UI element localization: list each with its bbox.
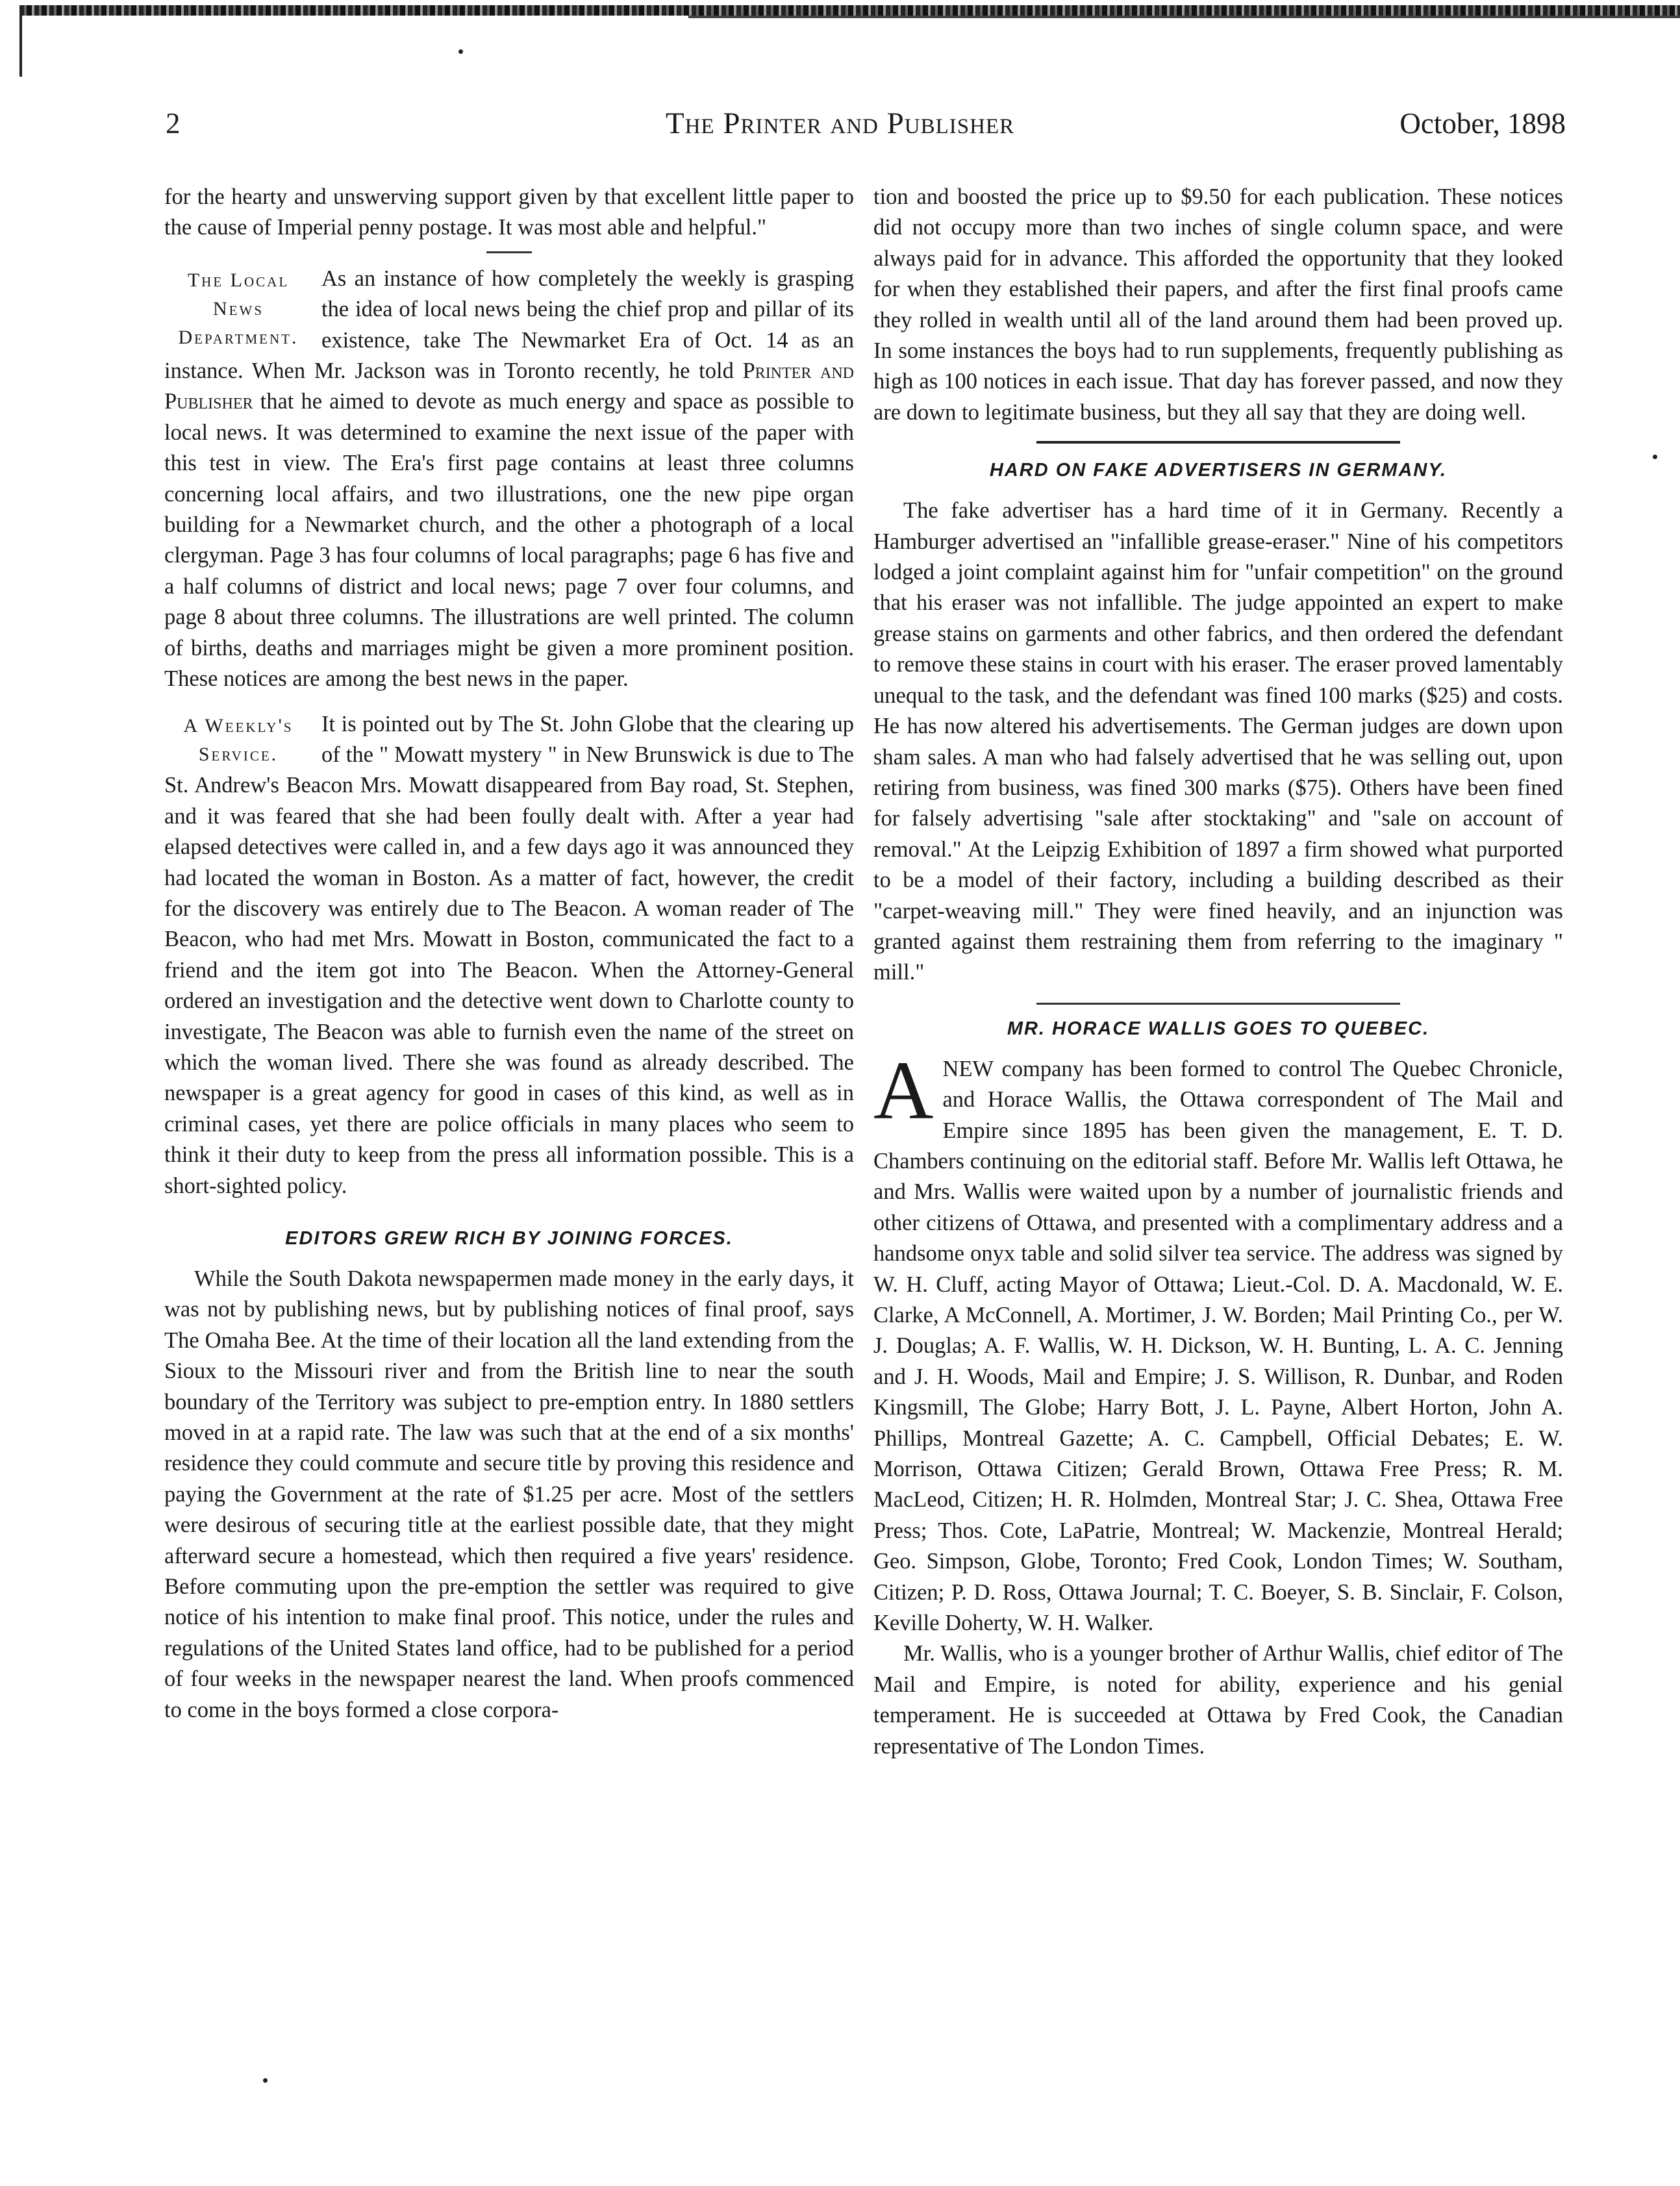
issue-date: October, 1898 bbox=[1399, 107, 1566, 140]
wallis-first-word: NEW bbox=[942, 1056, 994, 1081]
editors-paragraph: While the South Dakota newspapermen made money in the early days, it was not by publishing news, but by publishing notices of final proof, says The Omaha Bee. At the time of their location all the land extending from the Sioux to the Missouri river and from the British line to near the south boundary of the Territory was subject to pre-emption entry. In 1880 settlers moved in at a rapid rate. The law was such that at the end of a six months' residence they could commute and secure title by proving this residence and paying the Government at the rate of $1.25 per acre. Most of the settlers were desirous of securing title at the earliest possible date, that they might afterward secure a homestead, which then required a five years' residence. Before commuting upon the pre-emption the settler was required to give notice of his intention to make final proof. This notice, under the rules and regulations of the United States land office, had to be published for a period of four weeks in the newspaper nearest the land. When proofs commenced to come in the boys formed a close corpora- bbox=[164, 1266, 854, 1722]
section-dash bbox=[486, 251, 532, 253]
weekly-service-paragraph: It is pointed out by The St. John Globe that the clearing up of the " Mowatt mystery " in New Brunswick is due to The St. Andrew's Beacon Mrs. Mowatt disappeared from Bay road, St. Stephen, and it was feared that she had been foully dealt with. After a year had elapsed detectives were called in, and a few days ago it was announced they had located the woman in Boston. As a matter of fact, however, the credit for the discovery was entirely due to The Beacon. A woman reader of The Beacon, who had met Mrs. Mowatt in Boston, communicated the fact to a friend and the item got into The Beacon. When the Attorney-General ordered an investigation and the detective went down to Charlotte county to investigate, The Beacon was able to furnish even the name of the street on which the woman lived. There she was found as already described. The newspaper is a great agency for good in cases of this kind, as well as in criminal cases, yet there are police officials in many places who seem to think it their duty to keep from the press all information possible. This is a short-sighted policy. bbox=[164, 711, 854, 1198]
section-rule bbox=[1036, 1003, 1400, 1005]
wallis-paragraph bbox=[873, 1044, 1563, 1639]
scan-speck bbox=[1653, 455, 1657, 459]
heading-horace-wallis: MR. HORACE WALLIS GOES TO QUEBEC. bbox=[1007, 1018, 1430, 1039]
wallis-paragraph-2: Mr. Wallis, who is a younger brother of Arthur Wallis, chief editor of The Mail and Empire, is noted for ability, experience and his genial temperament. He is succeeded at Ottawa by Fred Cook, the Canadian representative of The London Times. bbox=[873, 1641, 1563, 1759]
heading-editors-grew-rich: EDITORS GREW RICH BY JOINING FORCES. bbox=[285, 1228, 733, 1249]
sidenote-local-news: The Local News Department. bbox=[178, 269, 299, 348]
wallis-text: company has been formed to control The Quebec Chronicle, and Horace Wallis, the Ottawa correspondent of The Mail and Empire since 1895 has been given the management, E. T. D. Chambers continuing on the editorial staff. Before Mr. Wallis left Ottawa, he and Mrs. Wallis were waited upon by a number of journalistic friends and other citizens of Ottawa, and presented with a complimentary address and a handsome onyx table and solid silver tea service. The address was signed by W. H. Cluff, acting Mayor of Ottawa; Lieut.-Col. D. A. Macdonald, W. E. Clarke, A McConnell, A. Mortimer, J. W. Borden; Mail Printing Co., per W. J. Douglas; A. F. Wallis, W. H. Dickson, W. H. Bunting, L. A. C. Jenning and J. H. Woods, Mail and Empire; J. S. Willison, R. Dunbar, and Roden Kingsmill, The Globe; Harry Bott, J. L. Payne, Albert Horton, John A. Phillips, Montreal Gazette; A. C. Campbell, Official Debates; E. W. Morrison, Ottawa Citizen; Gerald Brown, Ottawa Free Press; R. M. MacLeod, Citizen; H. R. Holmden, Montreal Star; J. C. Shea, Ottawa Free Press; Thos. Cote, LaPatrie, Montreal; W. Mackenzie, Montreal Herald; Geo. Simpson, Globe, Toronto; Fred Cook, London Times; W. Southam, Citizen; P. D. Ross, Ottawa Journal; T. C. Boeyer, S. B. Sinclair, F. Colson, Keville Doherty, W. H. Walker. bbox=[873, 1056, 1563, 1636]
left-column bbox=[164, 182, 854, 2059]
sidenote-weekly-service: A Weekly's Service. bbox=[183, 714, 294, 765]
drop-cap: A bbox=[873, 1044, 934, 1137]
printer-and-publisher-caps: Printer and Publisher bbox=[164, 358, 854, 414]
right-column bbox=[873, 182, 1563, 2059]
scan-top-rule bbox=[688, 16, 1680, 18]
running-title: The Printer and Publisher bbox=[665, 107, 1015, 140]
heading-fake-advertisers: HARD ON FAKE ADVERTISERS IN GERMANY. bbox=[989, 460, 1448, 481]
scan-left-edge bbox=[19, 12, 22, 77]
fake-advertisers-paragraph: The fake advertiser has a hard time of it in Germany. Recently a Hamburger advertised an "infallible grease-eraser." Nine of his competitors lodged a joint complaint against him for "unfair competition" on the ground that his eraser was not infallible. The judge appointed an expert to make grease stains on garments and other fabrics, and then ordered the defendant to remove these stains in court with his eraser. The eraser proved lamentably unequal to the task, and the defendant was fined 100 marks ($25) and costs. He has now altered his advertisements. The German judges are down upon sham sales. A man who had falsely advertised that he was selling out, upon retiring from business, was fined 300 marks ($75). Others have been fined for falsely advertising "sale after stocktaking" and "sale on account of removal." At the Leipzig Exhibition of 1897 a firm showed what purported to be a model of their factory, including a building described as their "carpet-weaving mill." They were fined heavily, and an injunction was granted against them restraining them from referring to the imaginary " mill." bbox=[873, 498, 1563, 985]
continued-paragraph: for the hearty and unswerving support given by that excellent little paper to the cause of Imperial penny postage. It was most able and helpful." bbox=[164, 184, 854, 240]
local-news-text-a: As an instance of how completely the weekly is grasping the idea of local news being the chief prop and pillar of its existence, take The Newmarket Era of Oct. 14 as an instance. When Mr. Jackson was in Toronto recently, he told bbox=[164, 266, 854, 384]
local-news-text-b: that he aimed to devote as much energy and space as possible to local news. It was determined to examine the next issue of the paper with this test in view. The Era's first page contains at least three columns concerning local affairs, and two illustrations, one the new pipe organ building for a Newmarket church, and the other a photograph of a local clergyman. Page 3 has four columns of local paragraphs; page 6 has five and a half columns of district and local news; page 7 over four columns, and page 8 about three columns. The illustrations are well printed. The column of births, deaths and marriages might be given a more prominent position. These notices are among the best news in the paper. bbox=[164, 389, 854, 692]
scan-speck bbox=[458, 49, 463, 54]
scan-top-border bbox=[19, 5, 1680, 16]
scan-speck bbox=[263, 2078, 268, 2083]
section-rule bbox=[1036, 441, 1400, 444]
page-number: 2 bbox=[166, 107, 181, 140]
continued-paragraph: tion and boosted the price up to $9.50 for each publication. These notices did not occupy more than two inches of single column space, and were always paid for in advance. This afforded the opportunity that they looked for when they established their papers, and after the first final proofs came they rolled in wealth until all of the land around them had been proved up. In some instances the boys had to run supplements, frequently publishing as high as 100 notices in each issue. That day has forever passed, and now they are down to legitimate business, but they all say that they are doing well. bbox=[873, 184, 1563, 425]
